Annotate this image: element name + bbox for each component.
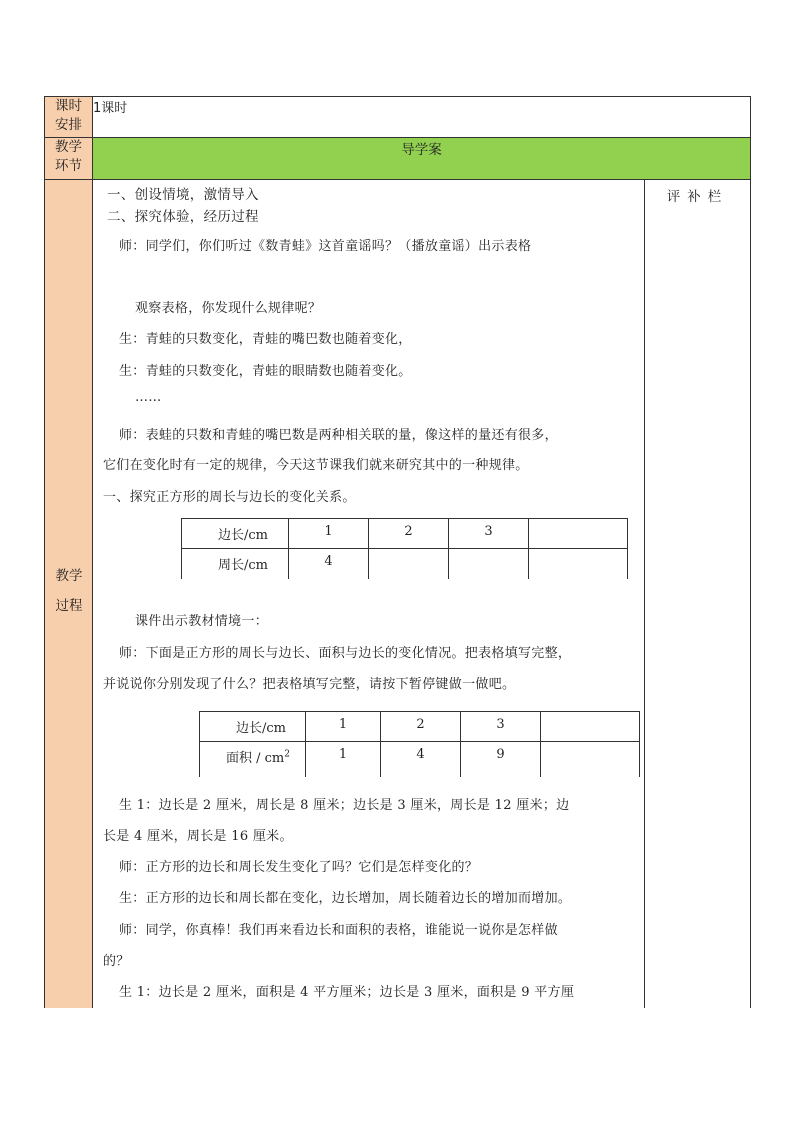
- perimeter-table: [181, 518, 628, 579]
- lesson-plan-frame: [44, 96, 750, 1008]
- table-cell: 边长/cm: [182, 519, 289, 549]
- table-cell: [541, 742, 640, 777]
- superscript: 2: [284, 749, 290, 760]
- table-cell: 1: [306, 742, 381, 777]
- table-cell: [529, 519, 628, 549]
- table-cell: 9: [461, 742, 541, 777]
- table-row: [182, 549, 628, 579]
- table-cell: [449, 549, 529, 579]
- table-cell: [529, 549, 628, 579]
- stage-label-line2: 环节: [55, 158, 82, 174]
- table-cell: [541, 712, 640, 742]
- table-row: [182, 519, 628, 549]
- paragraph: 观察表格，你发现什么规律呢？: [135, 301, 322, 316]
- paragraph: 课件出示教材情境一：: [135, 614, 269, 629]
- plan-title: 导学案: [93, 138, 751, 180]
- table-cell: 1: [289, 519, 369, 549]
- paragraph: 师：正方形的边长和周长发生变化了吗？它们是怎样变化的？: [119, 860, 479, 875]
- table-cell: 4: [289, 549, 369, 579]
- paragraph: 生 1：边长是 2 厘米，面积是 4 平方厘米；边长是 3 厘米，面积是 9 平方厘: [119, 985, 575, 1000]
- paragraph: 并说说你分别发现了什么？把表格填写完整，请按下暂停键做一做吧。: [103, 677, 516, 692]
- paragraph: 生 1：边长是 2 厘米，周长是 8 厘米；边长是 3 厘米，周长是 12 厘米；边: [119, 798, 570, 813]
- notes-cell: [645, 180, 751, 1009]
- paragraph: 生：青蛙的只数变化，青蛙的嘴巴数也随着变化，: [119, 332, 412, 347]
- hours-label-cell: [45, 97, 93, 138]
- paragraph: 师：同学们，你们听过《数青蛙》这首童谣吗？（播放童谣）出示表格: [119, 239, 532, 254]
- area-unit-label: 面积 / cm: [226, 751, 285, 766]
- paragraph: 它们在变化时有一定的规律，今天这节课我们就来研究其中的一种规律。: [103, 458, 529, 473]
- process-label-line1: 教学: [55, 568, 83, 584]
- heading-explore: 二、探究体验，经历过程: [107, 209, 259, 225]
- table-row: [200, 712, 640, 742]
- paragraph: 师：同学，你真棒！我们再来看边长和面积的表格，谁能说一说你是怎样做: [119, 923, 558, 938]
- paragraph: 生：正方形的边长和周长都在变化，边长增加，周长随着边长的增加而增加。: [119, 891, 572, 906]
- paragraph: 长是 4 厘米，周长是 16 厘米。: [103, 829, 293, 844]
- table-cell: 1: [306, 712, 381, 742]
- table-cell: 边长/cm: [200, 712, 306, 742]
- table-cell: 2: [369, 519, 449, 549]
- paragraph: 师：下面是正方形的周长与边长、面积与边长的变化情况。把表格填写完整，: [119, 646, 572, 661]
- ellipsis: ……: [135, 390, 162, 405]
- stage-label-cell: [45, 138, 93, 180]
- area-table: [199, 711, 640, 777]
- hours-value: 1课时: [93, 97, 751, 138]
- paragraph: 的？: [103, 954, 130, 969]
- table-cell: [200, 742, 306, 777]
- process-label-cell: [45, 180, 93, 1009]
- table-cell: 3: [449, 519, 529, 549]
- table-cell: 4: [381, 742, 461, 777]
- table-cell: 2: [381, 712, 461, 742]
- hours-label-line1: 课时: [55, 98, 82, 114]
- paragraph: 生：青蛙的只数变化，青蛙的眼睛数也随着变化。: [119, 364, 412, 379]
- process-label-line2: 过程: [55, 598, 83, 614]
- stage-label-line1: 教学: [55, 139, 82, 155]
- notes-title: 评补栏: [666, 189, 729, 205]
- section-heading: 一、探究正方形的周长与边长的变化关系。: [103, 490, 356, 505]
- table-cell: [369, 549, 449, 579]
- table-row: [200, 742, 640, 777]
- hours-label-line2: 安排: [55, 117, 82, 133]
- paragraph: 师：表蛙的只数和青蛙的嘴巴数是两种相关联的量，像这样的量还有很多，: [119, 428, 558, 443]
- table-cell: 周长/cm: [182, 549, 289, 579]
- main-content-cell: [93, 180, 645, 1009]
- table-cell: 3: [461, 712, 541, 742]
- heading-intro: 一、创设情境，激情导入: [107, 187, 259, 203]
